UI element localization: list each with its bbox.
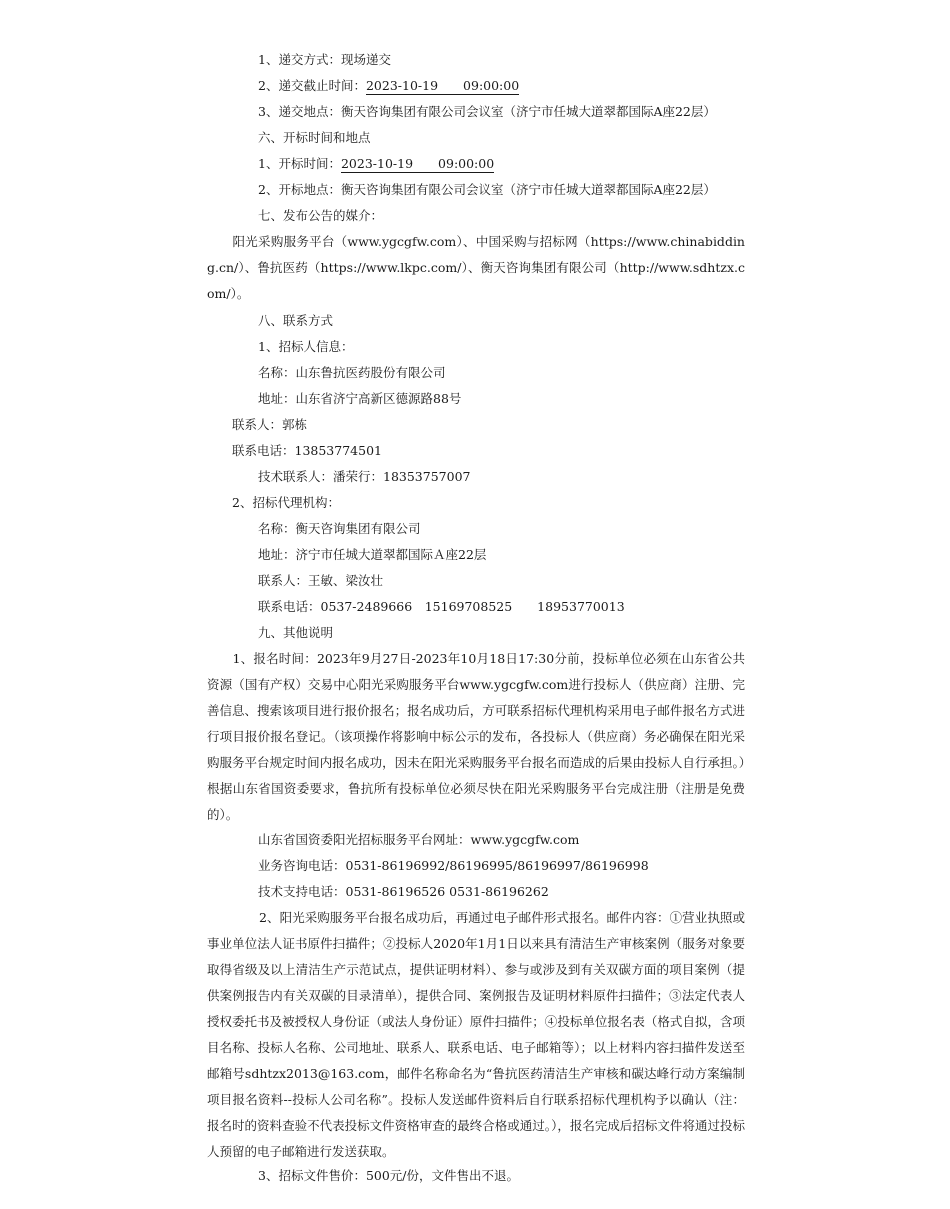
media-list-paragraph: 阳光采购服务平台（www.ygcgfw.com）、中国采购与招标网（https://www.chinabidding.cn/）、鲁抗医药（https://www.lkpc.com/）、衡天咨询集团有限公司（http://www.sdhtzx.com/）。 [207,234,745,301]
agency-contact: 联系人：王敏、梁汝壮 [258,573,384,588]
agency-phone: 联系电话：0537-2489666 15169708525 18953770013 [258,599,625,614]
consult-phone: 业务咨询电话：0531-86196992/86196995/86196997/86196998 [258,858,649,873]
section-6-heading: 六、开标时间和地点 [258,130,371,145]
email-registration-paragraph: 2、阳光采购服务平台报名成功后，再通过电子邮件形式报名。邮件内容：①营业执照或事业单位法人证书原件扫描件；②投标人2020年1月1日以来具有清洁生产审核案例（服务对象要取得省级及以上清洁生产示范试点，提供证明材料）、参与或涉及到有关双碳方面的项目案例（提供案例报告内有关双碳的目录清单），提供合同、案例报告及证明材料原件扫描件；③法定代表人授权委托书及被授权人身份证（或法人身份证）原件扫描件；④投标单位报名表（格式自拟，含项目名称、投标人名称、公司地址、联系人、联系电话、电子邮箱等）；以上材料内容扫描件发送至邮箱号sdhtzx2013@163.com，邮件名称命名为“鲁抗医药清洁生产审核和碳达峰行动方案编制项目报名资料--投标人公司名称”。投标人发送邮件资料后自行联系招标代理机构予以确认（注：报名时的资料查验不代表投标文件资格审查的最终合格或通过。），报名完成后招标文件将通过投标人预留的电子邮箱进行发送获取。 [207,910,745,1159]
section-7-heading: 七、发布公告的媒介： [258,208,384,223]
document-price: 3、招标文件售价：500元/份，文件售出不退。 [258,1168,520,1183]
submission-deadline-label: 2、递交截止时间： [258,78,366,93]
tenderer-address: 地址：山东省济宁高新区德源路88号 [258,391,462,406]
tenderer-phone: 联系电话：13853774501 [232,443,382,458]
opening-time-value: 2023-10-19 09:00:00 [340,156,495,171]
agency-name: 名称：衡天咨询集团有限公司 [258,521,421,536]
registration-paragraph: 1、报名时间：2023年9月27日-2023年10月18日17:30分前，投标单位必须在山东省公共资源（国有产权）交易中心阳光采购服务平台www.ygcgfw.com进行投标人（供应商）注册、完善信息、搜索该项目进行报价报名；报名成功后，方可联系招标代理机构采用电子邮件报名方式进行项目报价报名登记。（该项操作将影响中标公示的发布，各投标人（供应商）务必确保在阳光采购服务平台规定时间内报名成功，因未在阳光采购服务平台报名而造成的后果由投标人自行承担。）根据山东省国资委要求，鲁抗所有投标单位必须尽快在阳光采购服务平台完成注册（注册是免费的）。 [207,651,745,822]
tenderer-tech-contact: 技术联系人：潘荣行：18353757007 [258,469,471,484]
opening-location: 2、开标地点：衡天咨询集团有限公司会议室（济宁市任城大道翠都国际A座22层） [258,182,716,197]
submission-deadline-value: 2023-10-19 09:00:00 [365,78,520,93]
tenderer-name: 名称：山东鲁抗医药股份有限公司 [258,365,446,380]
section-9-heading: 九、其他说明 [258,625,334,640]
agency-address: 地址：济宁市任城大道翠都国际Ａ座22层 [258,547,487,562]
tenderer-contact: 联系人：郭栋 [232,417,308,432]
opening-time-label: 1、开标时间： [258,156,341,171]
section-8-heading: 八、联系方式 [258,313,334,328]
tenderer-info-heading: 1、招标人信息： [258,339,354,354]
tech-support-phone: 技术支持电话：0531-86196526 0531-86196262 [258,884,549,899]
platform-url: 山东省国资委阳光招标服务平台网址：www.ygcgfw.com [258,832,580,847]
agency-heading: 2、招标代理机构： [232,495,340,510]
submission-method: 1、递交方式：现场递交 [258,52,391,67]
submission-deadline [258,78,519,94]
opening-time [258,156,494,172]
submission-location: 3、递交地点：衡天咨询集团有限公司会议室（济宁市任城大道翠都国际A座22层） [258,104,716,119]
